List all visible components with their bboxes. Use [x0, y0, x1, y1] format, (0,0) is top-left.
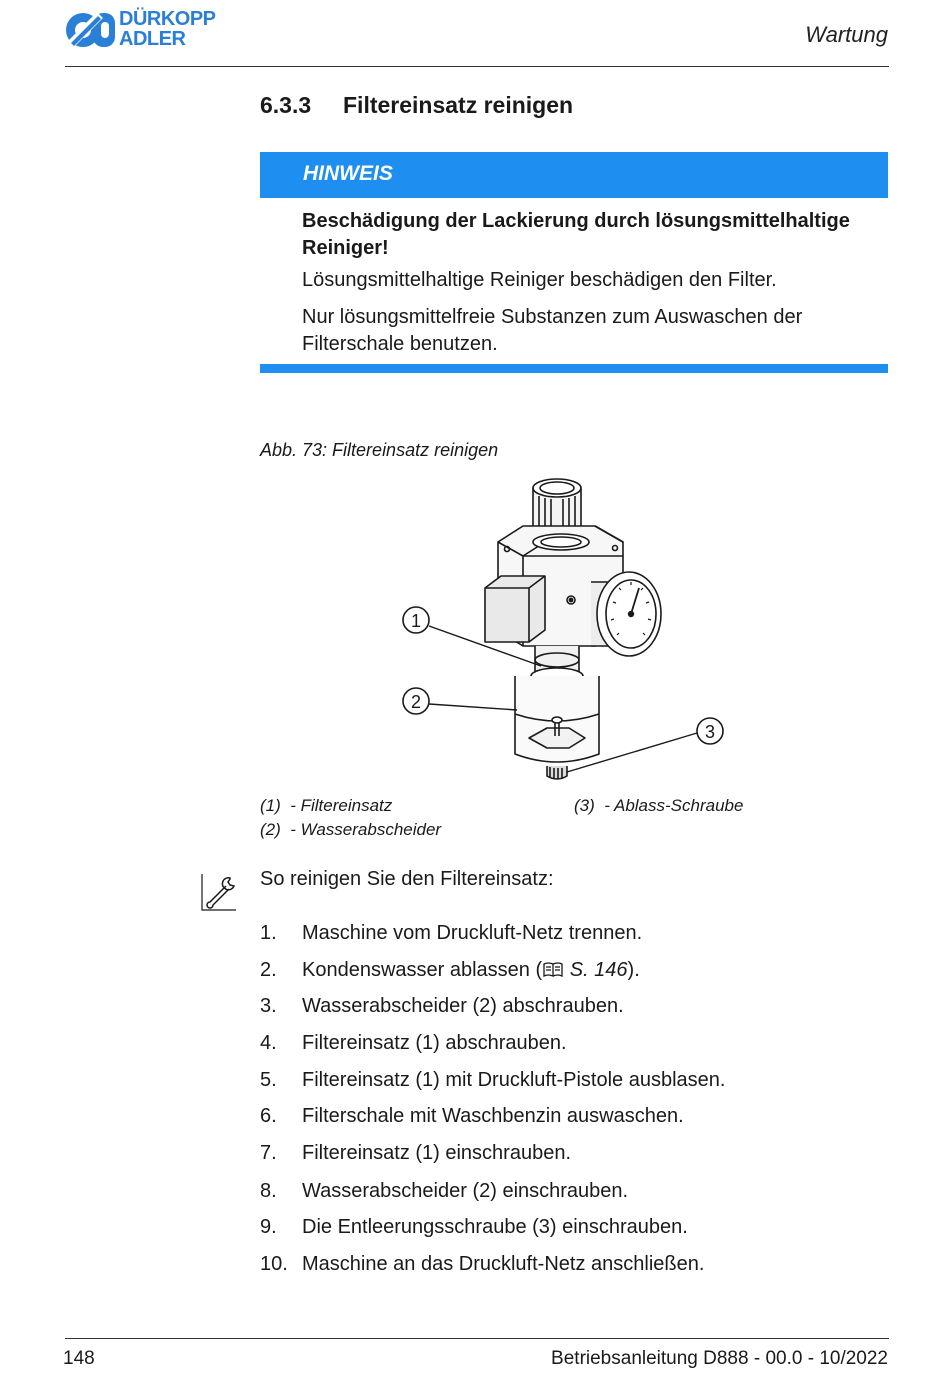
footer-divider — [65, 1338, 889, 1339]
step-number: 10. — [260, 1253, 288, 1275]
notice-warning-title: Beschädigung der Lackierung durch lösungsmittelhaltige Reiniger! — [302, 210, 850, 259]
callout-2 — [403, 688, 429, 714]
notice-text: Lösungsmittelhaltige Reiniger beschädigen den Filter. — [302, 269, 777, 291]
water-separator-bowl — [515, 676, 599, 779]
step-text: Wasserabscheider (2) einschrauben. — [302, 1180, 629, 1202]
step-number: 1. — [260, 922, 277, 944]
legend-item-1 — [260, 796, 392, 816]
legend-number: (1) — [260, 796, 281, 815]
callout-number: 1 — [410, 611, 422, 631]
legend-text: - Filtereinsatz — [290, 796, 393, 815]
legend-number: (2) — [260, 820, 281, 839]
pressure-gauge — [591, 572, 661, 656]
legend-number: (3) — [574, 796, 595, 815]
step-text: Filtereinsatz (1) einschrauben. — [302, 1142, 572, 1164]
step-number: 5. — [260, 1069, 277, 1091]
legend-item-3 — [574, 796, 743, 816]
callout-number: 3 — [704, 722, 716, 742]
step-number: 3. — [260, 995, 277, 1017]
section-title: Filtereinsatz reinigen — [343, 92, 574, 118]
callout-1 — [403, 607, 429, 633]
callout-3 — [697, 718, 723, 744]
legend-text: - Wasserabscheider — [290, 820, 442, 839]
document-reference: Betriebsanleitung D888 - 00.0 - 10/2022 — [551, 1348, 888, 1369]
section-number: 6.3.3 — [260, 92, 312, 118]
notice-text: Nur lösungsmittelfreie Substanzen zum Auswaschen der Filterschale benutzen. — [302, 306, 803, 355]
step-text-part: ). — [627, 959, 640, 981]
legend-item-2 — [260, 820, 441, 840]
step-number: 7. — [260, 1142, 277, 1164]
notice-label: HINWEIS — [303, 162, 393, 185]
step-text: Maschine an das Druckluft-Netz anschließen. — [302, 1253, 705, 1275]
wrench-icon — [200, 872, 238, 912]
page-reference-link[interactable]: S. 146 — [569, 959, 628, 981]
filter-regulator-illustration — [395, 470, 740, 790]
instructions-intro: So reinigen Sie den Filtereinsatz: — [260, 868, 554, 890]
book-icon — [542, 961, 564, 978]
step-number: 9. — [260, 1216, 277, 1238]
page-number: 148 — [63, 1348, 95, 1369]
brand-name-line2: ADLER — [119, 28, 186, 50]
step-text: Filtereinsatz (1) mit Druckluft-Pistole ausblasen. — [302, 1069, 726, 1091]
step-number: 8. — [260, 1180, 277, 1202]
step-text: Die Entleerungsschraube (3) einschrauben. — [302, 1216, 688, 1238]
step-number: 6. — [260, 1105, 277, 1127]
step-number: 4. — [260, 1032, 277, 1054]
step-text-part: Kondenswasser ablassen ( — [302, 959, 543, 981]
callout-number: 2 — [410, 692, 422, 712]
legend-text: - Ablass-Schraube — [604, 796, 744, 815]
step-text: Filtereinsatz (1) abschrauben. — [302, 1032, 567, 1054]
notice-bottom-bar — [260, 364, 888, 373]
step-text — [302, 959, 640, 982]
header-divider — [65, 66, 889, 67]
step-text: Filterschale mit Waschbenzin auswaschen. — [302, 1105, 684, 1127]
header-section-name: Wartung — [805, 22, 888, 47]
logo-mark-icon — [66, 12, 115, 48]
figure-caption: Abb. 73: Filtereinsatz reinigen — [260, 440, 499, 460]
side-port — [485, 576, 545, 642]
step-text: Wasserabscheider (2) abschrauben. — [302, 995, 624, 1017]
step-text: Maschine vom Druckluft-Netz trennen. — [302, 922, 643, 944]
step-number: 2. — [260, 959, 277, 981]
brand-name-line1: DÜRKOPP — [119, 8, 216, 30]
